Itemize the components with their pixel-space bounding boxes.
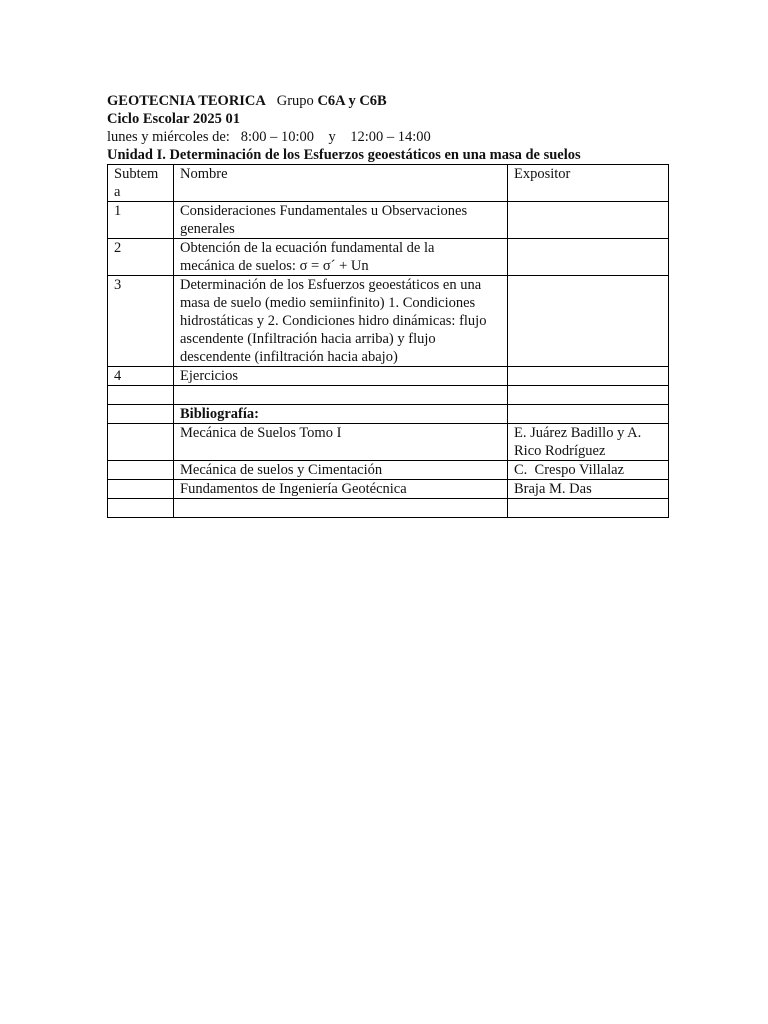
empty-row bbox=[108, 386, 669, 405]
row-number: 4 bbox=[108, 367, 174, 386]
group-value: C6A y C6B bbox=[317, 93, 387, 109]
schedule-slot-2: 12:00 – 14:00 bbox=[350, 129, 431, 145]
book-title: Mecánica de suelos y Cimentación bbox=[174, 461, 508, 480]
book-row bbox=[108, 424, 669, 461]
table-row bbox=[108, 239, 669, 276]
schedule-days: lunes y miércoles de: bbox=[107, 129, 230, 145]
row-topic: Determinación de los Esfuerzos geoestáticos en una masa de suelo (medio semiinfinito) 1. Condiciones hidrostáticas y 2. Condiciones hidro dinámicas: flujo ascendente (Infiltración hacia arriba) y flujo descendente (infiltración hacia abajo) bbox=[174, 276, 508, 367]
book-title: Mecánica de Suelos Tomo I bbox=[174, 424, 508, 461]
book-row bbox=[108, 461, 669, 480]
table-row bbox=[108, 202, 669, 239]
book-author: Braja M. Das bbox=[508, 480, 669, 499]
table-row bbox=[108, 367, 669, 386]
table-header-row bbox=[108, 165, 669, 202]
header-subtema: Subtem a bbox=[108, 165, 174, 202]
row-expositor bbox=[508, 239, 669, 276]
schedule-line bbox=[107, 128, 667, 146]
row-number: 3 bbox=[108, 276, 174, 367]
row-topic: Consideraciones Fundamentales u Observaciones generales bbox=[174, 202, 508, 239]
header-expositor: Expositor bbox=[508, 165, 669, 202]
group-prefix: Grupo bbox=[276, 93, 314, 109]
bibliography-label: Bibliografía: bbox=[174, 405, 508, 424]
book-author: C. Crespo Villalaz bbox=[508, 461, 669, 480]
schedule-separator: y bbox=[328, 129, 336, 145]
row-expositor bbox=[508, 276, 669, 367]
row-expositor bbox=[508, 202, 669, 239]
topics-table bbox=[107, 164, 669, 518]
school-cycle: Ciclo Escolar 2025 01 bbox=[107, 111, 241, 127]
row-topic: Ejercicios bbox=[174, 367, 508, 386]
course-line bbox=[107, 92, 667, 110]
row-expositor bbox=[508, 367, 669, 386]
row-number: 2 bbox=[108, 239, 174, 276]
row-topic: Obtención de la ecuación fundamental de la mecánica de suelos: σ = σ´ + Un bbox=[174, 239, 508, 276]
document-page bbox=[107, 92, 667, 518]
book-author: E. Juárez Badillo y A. Rico Rodríguez bbox=[508, 424, 669, 461]
header-nombre: Nombre bbox=[174, 165, 508, 202]
course-title: GEOTECNIA TEORICA bbox=[107, 93, 266, 109]
empty-row bbox=[108, 499, 669, 518]
bibliography-header-row bbox=[108, 405, 669, 424]
book-title: Fundamentos de Ingeniería Geotécnica bbox=[174, 480, 508, 499]
table-row bbox=[108, 276, 669, 367]
unit-title: Unidad I. Determinación de los Esfuerzos geoestáticos en una masa de suelos bbox=[107, 147, 581, 163]
book-row bbox=[108, 480, 669, 499]
row-number: 1 bbox=[108, 202, 174, 239]
schedule-slot-1: 8:00 – 10:00 bbox=[240, 129, 314, 145]
